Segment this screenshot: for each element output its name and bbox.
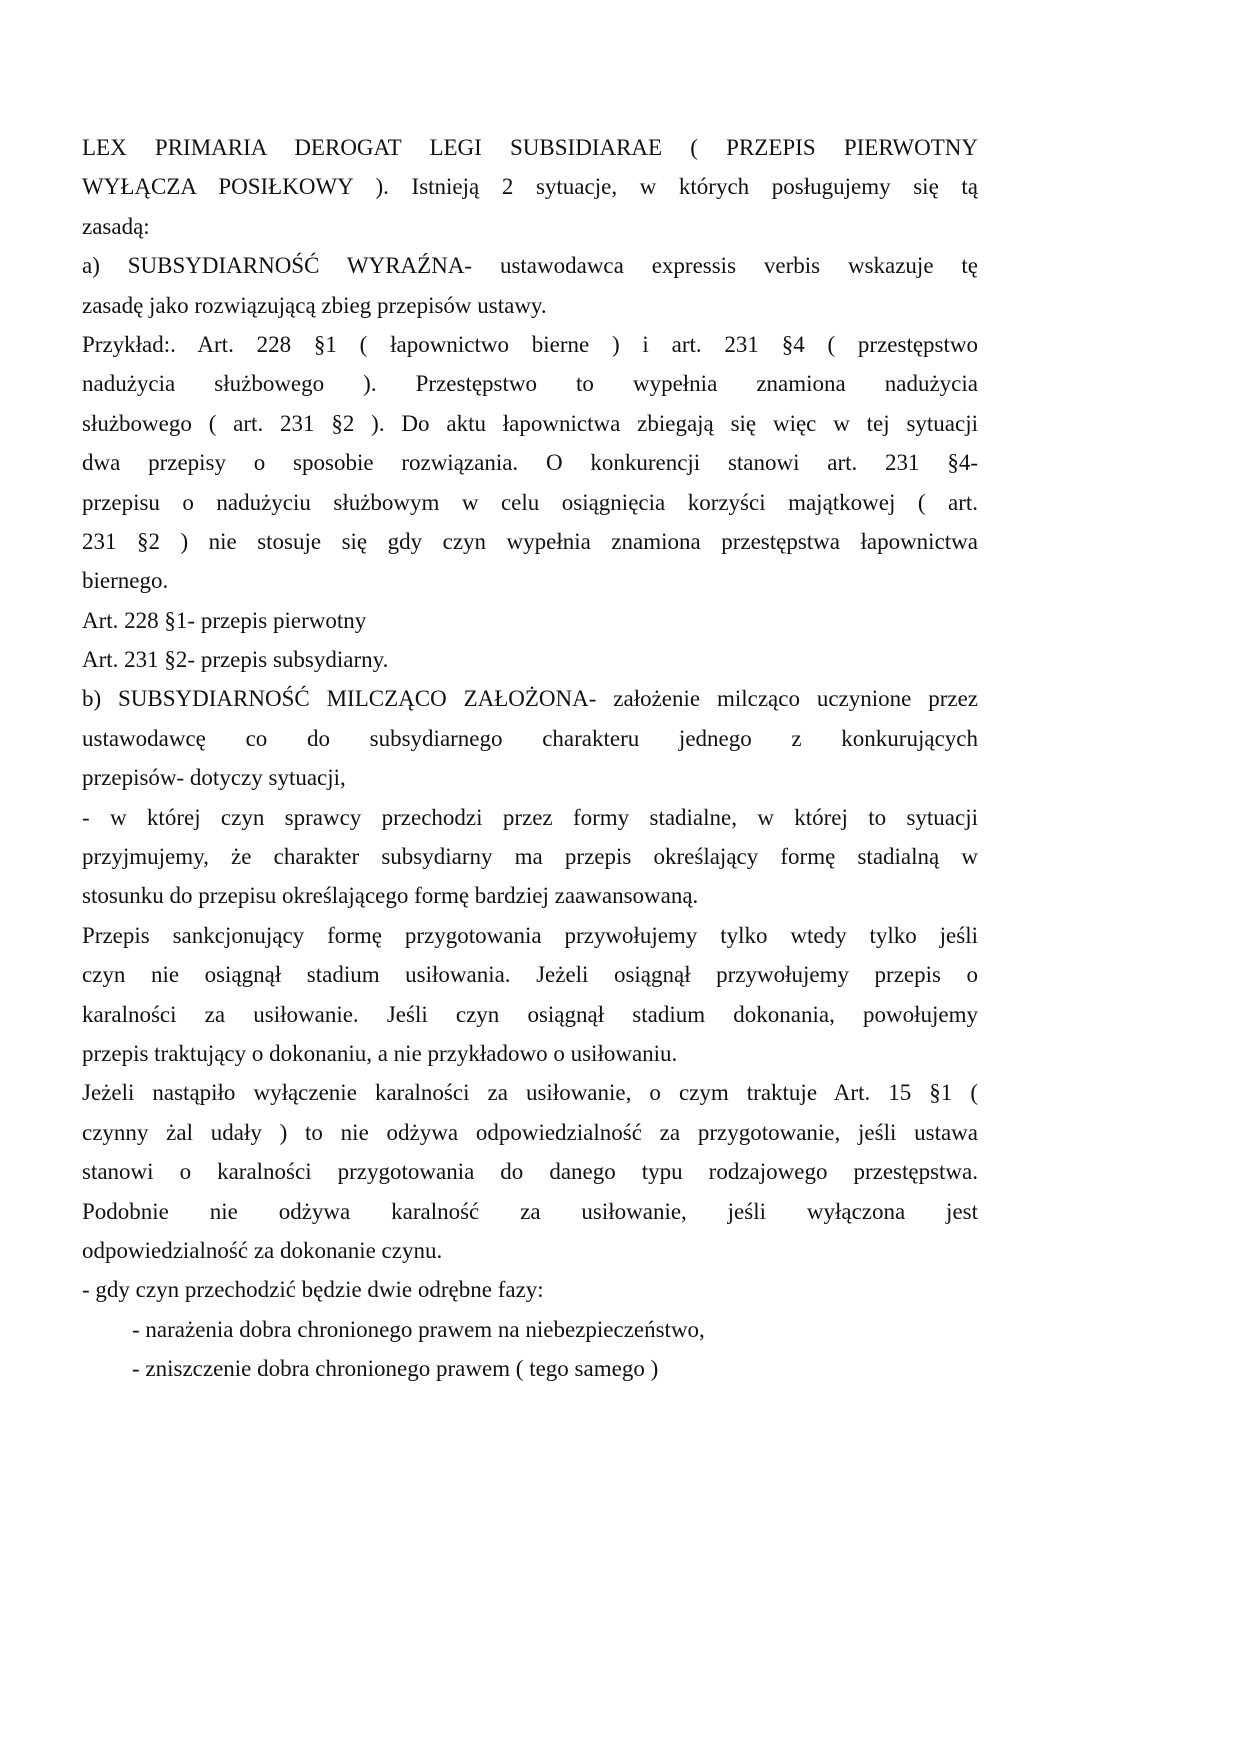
text-line: dwa przepisy o sposobie rozwiązania. O konkurencji stanowi art. 231 §4- bbox=[82, 450, 978, 476]
text-line: nadużycia służbowego ). Przestępstwo to wypełnia znamiona nadużycia bbox=[82, 371, 978, 397]
text-line: - zniszczenie dobra chronionego prawem ( tego samego ) bbox=[132, 1356, 659, 1382]
document-body bbox=[82, 128, 978, 1389]
text-line: ustawodawcę co do subsydiarnego charakteru jednego z konkurujących bbox=[82, 725, 978, 751]
text-line: Art. 228 §1- przepis pierwotny bbox=[82, 607, 367, 633]
text-line: - w której czyn sprawcy przechodzi przez formy stadialne, w której to sytuacji bbox=[82, 804, 978, 830]
text-line: Przykład:. Art. 228 §1 ( łapownictwo bierne ) i art. 231 §4 ( przestępstwo bbox=[82, 331, 978, 357]
text-line: przyjmujemy, że charakter subsydiarny ma przepis określający formę stadialną w bbox=[82, 844, 978, 870]
text-line: Przepis sankcjonujący formę przygotowania przywołujemy tylko wtedy tylko jeśli bbox=[82, 922, 978, 948]
text-line: czyn nie osiągnął stadium usiłowania. Jeżeli osiągnął przywołujemy przepis o bbox=[82, 962, 978, 988]
text-line: biernego. bbox=[82, 568, 169, 594]
text-line: Podobnie nie odżywa karalność za usiłowanie, jeśli wyłączona jest bbox=[82, 1198, 978, 1224]
text-line: karalności za usiłowanie. Jeśli czyn osiągnął stadium dokonania, powołujemy bbox=[82, 1001, 978, 1027]
text-line: przepis traktujący o dokonaniu, a nie przykładowo o usiłowaniu. bbox=[82, 1040, 678, 1066]
text-line: czynny żal udały ) to nie odżywa odpowiedzialność za przygotowanie, jeśli ustawa bbox=[82, 1119, 978, 1145]
text-line: przepisu o nadużyciu służbowym w celu osiągnięcia korzyści majątkowej ( art. bbox=[82, 489, 978, 515]
text-line: - narażenia dobra chronionego prawem na niebezpieczeństwo, bbox=[132, 1316, 705, 1342]
text-line: zasadą: bbox=[82, 213, 150, 239]
text-line: a) SUBSYDIARNOŚĆ WYRAŹNA- ustawodawca expressis verbis wskazuje tę bbox=[82, 253, 978, 279]
text-line: b) SUBSYDIARNOŚĆ MILCZĄCO ZAŁOŻONA- założenie milcząco uczynione przez bbox=[82, 686, 978, 712]
text-line: stosunku do przepisu określającego formę bardziej zaawansowaną. bbox=[82, 883, 699, 909]
text-line: służbowego ( art. 231 §2 ). Do aktu łapownictwa zbiegają się więc w tej sytuacji bbox=[82, 410, 978, 436]
text-line: LEX PRIMARIA DEROGAT LEGI SUBSIDIARAE ( PRZEPIS PIERWOTNY bbox=[82, 135, 978, 160]
text-line: odpowiedzialność za dokonanie czynu. bbox=[82, 1237, 443, 1263]
text-line: stanowi o karalności przygotowania do danego typu rodzajowego przestępstwa. bbox=[82, 1159, 978, 1185]
text-line: - gdy czyn przechodzić będzie dwie odrębne fazy: bbox=[82, 1277, 544, 1303]
text-line: Art. 231 §2- przepis subsydiarny. bbox=[82, 647, 389, 673]
text-line: zasadę jako rozwiązującą zbieg przepisów ustawy. bbox=[82, 292, 547, 318]
text-line: Jeżeli nastąpiło wyłączenie karalności za usiłowanie, o czym traktuje Art. 15 §1 ( bbox=[82, 1080, 978, 1106]
text-line: przepisów- dotyczy sytuacji, bbox=[82, 765, 346, 791]
text-line: 231 §2 ) nie stosuje się gdy czyn wypełnia znamiona przestępstwa łapownictwa bbox=[82, 528, 978, 554]
text-line: WYŁĄCZA POSIŁKOWY ). Istnieją 2 sytuacje, w których posługujemy się tą bbox=[82, 174, 978, 200]
